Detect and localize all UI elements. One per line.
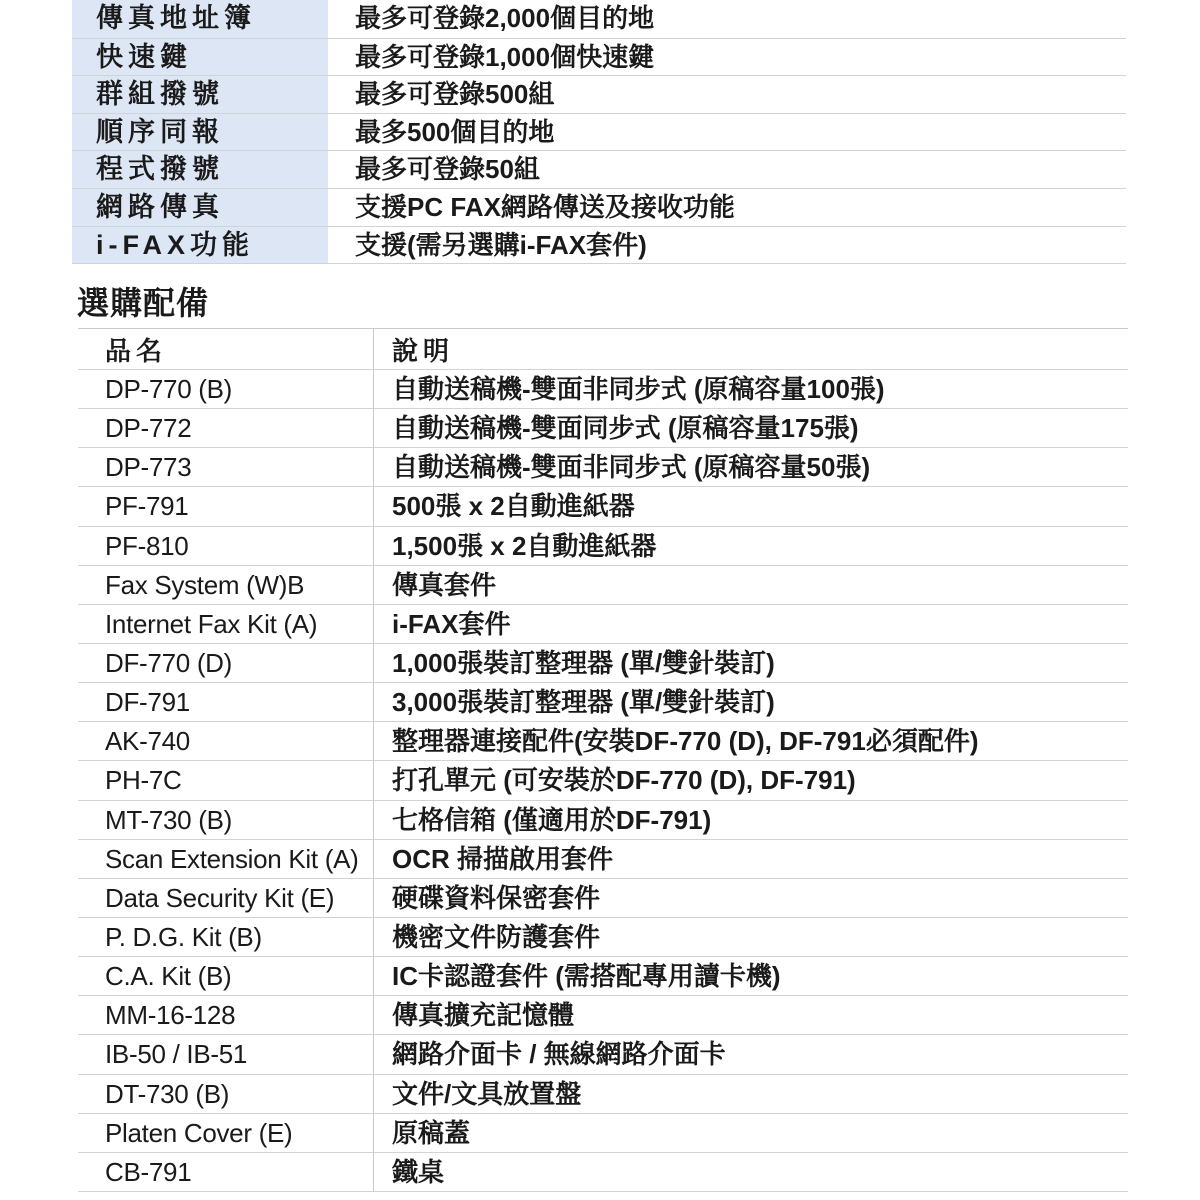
table-row [78,527,1128,566]
accessories-table [78,328,1128,1192]
accessory-description: 打孔單元 (可安裝於DF-770 (D), DF-791) [392,765,856,796]
table-row [78,448,1128,487]
table-row [78,918,1128,957]
accessory-description: 傳真擴充記憶體 [392,1000,575,1031]
spec-label: i-FAX功能 [72,227,328,264]
accessory-description: 鐵桌 [392,1156,445,1187]
accessory-description: 文件/文具放置盤 [392,1078,582,1109]
table-header-row [78,329,1128,370]
accessory-name: AK-740 [78,722,374,760]
accessory-description: 1,500張 x 2自動進紙器 [392,530,657,561]
accessory-name: DP-772 [78,409,374,447]
table-row [78,1153,1128,1192]
accessory-description: 500張 x 2自動進紙器 [392,491,635,522]
spec-row-speed-dial [72,39,1126,77]
spec-label: 快速鍵 [72,39,328,76]
accessory-description: OCR 掃描啟用套件 [392,843,614,874]
accessory-name: PH-7C [78,761,374,799]
accessory-description: 硬碟資料保密套件 [392,882,601,913]
accessory-description: 傳真套件 [392,569,497,600]
table-row [78,605,1128,644]
table-row [78,566,1128,605]
table-row [78,683,1128,722]
table-row [78,761,1128,800]
spec-value: 最多500個目的地 [355,116,555,147]
spec-label: 程式撥號 [72,151,328,188]
accessory-name: Scan Extension Kit (A) [78,840,374,878]
accessory-name: MT-730 (B) [78,801,374,839]
table-row [78,1075,1128,1114]
spec-value: 最多可登錄2,000個目的地 [355,3,655,33]
accessory-name: C.A. Kit (B) [78,957,374,995]
accessory-name: DP-770 (B) [78,370,374,408]
table-row [78,644,1128,683]
spec-value: 最多可登錄500組 [355,79,555,110]
accessory-name: Platen Cover (E) [78,1114,374,1152]
accessory-name: Internet Fax Kit (A) [78,605,374,643]
accessory-name: Fax System (W)B [78,566,374,604]
spec-value: 最多可登錄1,000個快速鍵 [355,41,655,72]
table-row [78,487,1128,526]
spec-value: 最多可登錄50組 [355,154,540,185]
accessory-name: DF-791 [78,683,374,721]
accessory-name: DT-730 (B) [78,1075,374,1113]
table-row [78,879,1128,918]
table-row [78,409,1128,448]
accessory-description: 七格信箱 (僅適用於DF-791) [392,804,712,835]
accessory-description: 原稿蓋 [392,1117,471,1148]
section-title: 選購配備 [77,285,210,321]
accessory-description: 1,000張裝訂整理器 (單/雙針裝訂) [392,647,775,678]
accessory-description: 自動送稿機-雙面同步式 (原稿容量175張) [392,413,859,444]
column-header-name: 品名 [78,329,374,369]
accessory-description: IC卡認證套件 (需搭配專用讀卡機) [392,961,781,992]
table-row [78,957,1128,996]
accessory-description: 自動送稿機-雙面非同步式 (原稿容量50張) [392,452,871,483]
column-header-description: 說明 [392,336,455,366]
spec-label: 傳真地址簿 [72,0,328,38]
spec-row-network-fax [72,189,1126,227]
spec-row-ifax [72,227,1126,265]
spec-label: 順序同報 [72,114,328,151]
accessory-name: MM-16-128 [78,996,374,1034]
spec-row-group-dial [72,76,1126,114]
accessory-name: PF-810 [78,527,374,565]
accessory-description: 機密文件防護套件 [392,921,601,952]
table-row [78,722,1128,761]
accessory-description: 整理器連接配件(安裝DF-770 (D), DF-791必須配件) [392,726,979,757]
accessory-name: DF-770 (D) [78,644,374,682]
accessory-name: CB-791 [78,1153,374,1191]
spec-row-broadcast [72,114,1126,152]
accessory-name: Data Security Kit (E) [78,879,374,917]
accessory-name: P. D.G. Kit (B) [78,918,374,956]
table-row [78,996,1128,1035]
accessory-name: IB-50 / IB-51 [78,1035,374,1073]
table-row [78,1114,1128,1153]
spec-row-address-book [72,0,1126,39]
accessory-description: i-FAX套件 [392,608,511,639]
fax-spec-table [72,0,1126,264]
spec-label: 群組撥號 [72,76,328,113]
accessory-description: 3,000張裝訂整理器 (單/雙針裝訂) [392,687,775,718]
accessory-name: PF-791 [78,487,374,525]
spec-value: 支援PC FAX網路傳送及接收功能 [355,191,735,222]
spec-value: 支援(需另選購i-FAX套件) [355,229,647,260]
spec-label: 網路傳真 [72,189,328,226]
spec-row-program-dial [72,151,1126,189]
accessory-description: 自動送稿機-雙面非同步式 (原稿容量100張) [392,374,885,404]
accessory-description: 網路介面卡 / 無線網路介面卡 [392,1039,726,1070]
table-row [78,370,1128,409]
table-row [78,1035,1128,1074]
table-row [78,840,1128,879]
table-row [78,801,1128,840]
accessory-name: DP-773 [78,448,374,486]
